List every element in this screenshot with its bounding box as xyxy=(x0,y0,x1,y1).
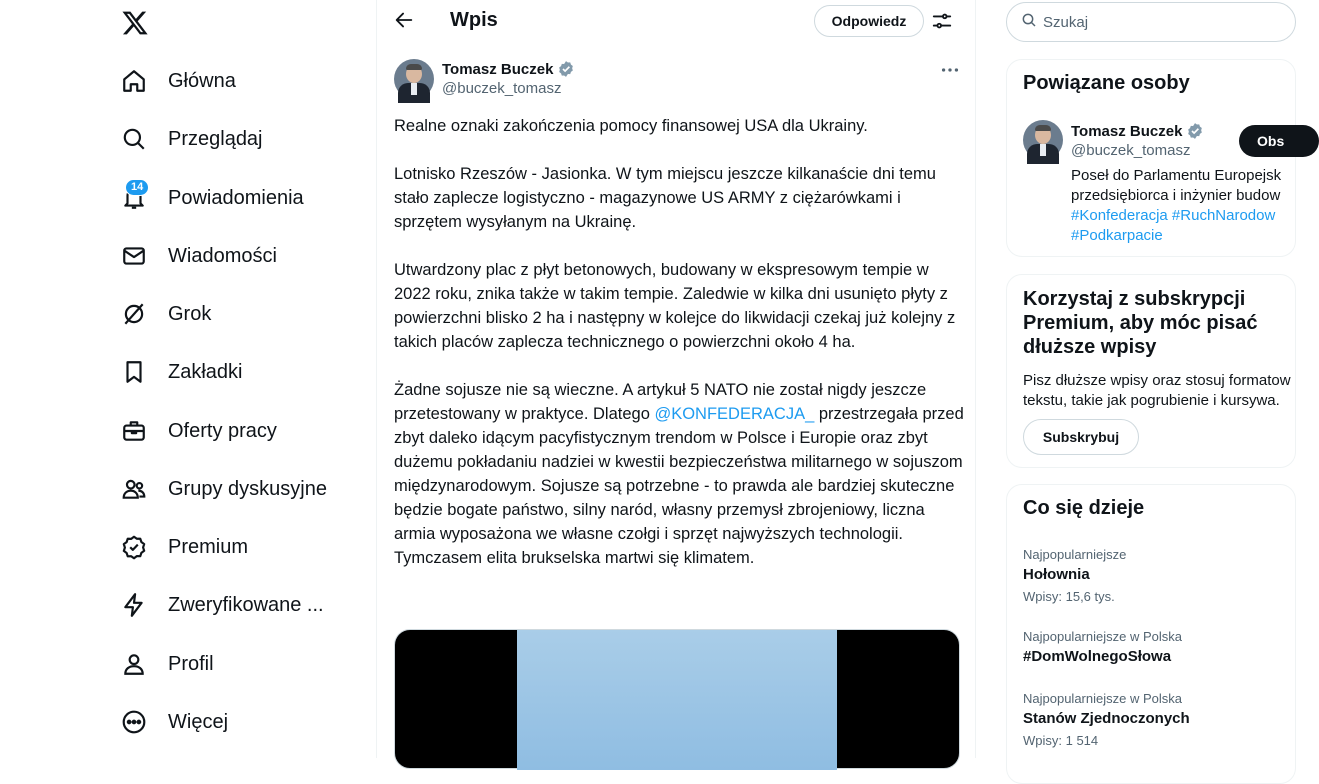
sliders-icon[interactable] xyxy=(931,10,953,32)
nav-item-notifications[interactable] xyxy=(120,178,304,218)
search-icon xyxy=(1021,12,1037,33)
more-options-icon[interactable] xyxy=(939,60,961,80)
mail-icon xyxy=(120,242,148,270)
bookmark-icon xyxy=(120,358,148,386)
nav-item-messages[interactable] xyxy=(120,236,277,276)
page-title: Wpis xyxy=(450,9,498,31)
related-avatar[interactable] xyxy=(1023,120,1063,160)
subscribe-button[interactable]: Subskrybuj xyxy=(1023,419,1139,455)
nav-label-explore: Przeglądaj xyxy=(168,127,263,150)
left-sidebar xyxy=(0,0,376,758)
premium-description xyxy=(1023,371,1303,411)
trend-name: #DomWolnegoSłowa xyxy=(1023,648,1172,665)
related-name[interactable] xyxy=(1071,122,1204,140)
nav-label-messages: Wiadomości xyxy=(168,244,277,267)
nav-label-home: Główna xyxy=(168,69,236,92)
trends-title: Co się dzieje xyxy=(1023,497,1145,519)
premium-desc-line: Pisz dłuższe wpisy oraz stosuj formatow xyxy=(1023,372,1291,389)
reply-button[interactable]: Odpowiedz xyxy=(814,5,924,37)
x-logo-icon[interactable] xyxy=(121,9,149,37)
post-paragraph: Lotnisko Rzeszów - Jasionka. W tym miejscu jeszcze kilkanaście dni temu stało zaplecze logistyczno - magazynowe US ARMY z ciężarówkami i sprzętem wysyłanym na Ukrainę. xyxy=(394,165,936,231)
author-name[interactable] xyxy=(442,60,575,78)
nav-item-explore[interactable] xyxy=(120,119,263,159)
briefcase-icon xyxy=(120,417,148,445)
nav-label-verified-orgs: Zweryfikowane ... xyxy=(168,593,324,616)
trend-item[interactable] xyxy=(1023,629,1182,665)
trend-name: Hołownia xyxy=(1023,566,1090,583)
trends-card xyxy=(1006,484,1296,784)
post-paragraph: Utwardzony plac z płyt betonowych, budowany w ekspresowym tempie w 2022 roku, znika także w takim tempie. Zaledwie w kilka dni usunięto płyty z powierzchni blisko 2 ha i następny w kolejce do likwidacji czekaj już kolejny z takich placów zaplecza technicznego o powierzchni około 4 ha. xyxy=(394,261,956,351)
notification-count-badge: 14 xyxy=(125,179,149,196)
trend-item[interactable] xyxy=(1023,691,1190,748)
premium-promo-card xyxy=(1006,274,1296,468)
grok-icon xyxy=(120,300,148,328)
trend-item[interactable] xyxy=(1023,547,1126,604)
related-people-card xyxy=(1006,59,1296,257)
trend-context: Najpopularniejsze w Polska xyxy=(1023,629,1182,644)
related-handle[interactable]: @buczek_tomasz xyxy=(1071,142,1191,159)
premium-icon xyxy=(120,533,148,561)
media-image-frame xyxy=(517,630,837,770)
related-people-title: Powiązane osoby xyxy=(1023,72,1190,94)
premium-title: Korzystaj z subskrypcji Premium, aby móc pisać dłuższe wpisy xyxy=(1023,288,1258,358)
bell-icon xyxy=(120,181,148,212)
people-icon xyxy=(120,475,148,503)
nav-item-jobs[interactable] xyxy=(120,411,277,451)
hashtag-link[interactable]: #Podkarpacie xyxy=(1071,227,1163,244)
hashtag-link[interactable]: #Konfederacja xyxy=(1071,207,1168,224)
nav-label-communities: Grupy dyskusyjne xyxy=(168,477,327,500)
mention-link[interactable]: @KONFEDERACJA_ xyxy=(654,405,815,423)
post-paragraph: Realne oznaki zakończenia pomocy finansowej USA dla Ukrainy. xyxy=(394,117,868,135)
trend-count: Wpisy: 15,6 tys. xyxy=(1023,589,1115,604)
related-bio xyxy=(1071,166,1301,246)
verified-badge-icon xyxy=(1186,122,1204,140)
nav-item-profile[interactable] xyxy=(120,644,214,684)
search-box[interactable] xyxy=(1006,2,1296,42)
author-name-text: Tomasz Buczek xyxy=(442,60,554,78)
lightning-icon xyxy=(120,591,148,619)
bio-line xyxy=(1071,206,1301,226)
post-body xyxy=(394,114,964,594)
nav-item-premium[interactable] xyxy=(120,527,248,567)
related-name-text: Tomasz Buczek xyxy=(1071,122,1183,140)
author-avatar[interactable] xyxy=(394,59,434,99)
post-text-segment: Żadne sojusze nie są wieczne. A artykuł 5 NATO nie został nigdy jeszcze przetestowany w praktyce. Dlatego xyxy=(394,381,927,423)
nav-item-home[interactable] xyxy=(120,61,236,101)
nav-label-notifications: Powiadomienia xyxy=(168,186,304,209)
more-circle-icon xyxy=(120,708,148,736)
post-text-segment: przestrzegała przed zbyt daleko idącym pacyfistycznym trendom w Polsce i Europie oraz zbyt dużemu pokładaniu nadziei w kwestii bezpieczeństwa militarnego w sojuszom międzynarodowym. Sojusze są potrzebne - to prawda ale bardziej skuteczne będzie bogate państwo, silny naród, własny przemysł zbrojeniowy, liczna armia wyposażona we własne czołgi i sprzęt najwyższych technologii. Tymczasem elita brukselska martwi się klimatem. xyxy=(394,405,964,567)
verified-badge-icon xyxy=(557,60,575,78)
bio-line: przedsiębiorca i inżynier budow xyxy=(1071,187,1281,204)
trend-name: Stanów Zjednoczonych xyxy=(1023,710,1190,727)
search-input[interactable] xyxy=(1043,14,1243,31)
nav-item-verified-orgs[interactable] xyxy=(120,585,324,625)
hashtag-link[interactable]: #RuchNarodow xyxy=(1171,207,1276,224)
nav-label-profile: Profil xyxy=(168,652,214,675)
nav-item-grok[interactable] xyxy=(120,294,211,334)
nav-label-grok: Grok xyxy=(168,302,212,325)
home-icon xyxy=(120,67,148,95)
post-media-video[interactable] xyxy=(394,629,960,769)
profile-icon xyxy=(120,650,148,678)
bio-line xyxy=(1071,226,1301,246)
nav-item-more[interactable] xyxy=(120,702,228,742)
nav-item-communities[interactable] xyxy=(120,469,327,509)
post-paragraph xyxy=(394,378,964,570)
trend-context: Najpopularniejsze w Polska xyxy=(1023,691,1182,706)
premium-desc-line: tekstu, takie jak pogrubienie i kursywa. xyxy=(1023,392,1280,409)
nav-label-more: Więcej xyxy=(168,710,229,733)
trend-context: Najpopularniejsze xyxy=(1023,547,1127,562)
post-detail-column xyxy=(376,0,976,758)
nav-label-bookmarks: Zakładki xyxy=(168,360,243,383)
nav-item-bookmarks[interactable] xyxy=(120,352,242,392)
author-handle[interactable]: @buczek_tomasz xyxy=(442,80,562,97)
bio-line: Poseł do Parlamentu Europejsk xyxy=(1071,167,1282,184)
follow-button[interactable]: Obs xyxy=(1239,125,1319,157)
nav-label-jobs: Oferty pracy xyxy=(168,419,277,442)
back-arrow-icon[interactable] xyxy=(393,9,415,31)
search-icon xyxy=(120,125,148,153)
trend-count: Wpisy: 1 514 xyxy=(1023,733,1099,748)
nav-label-premium: Premium xyxy=(168,535,249,558)
